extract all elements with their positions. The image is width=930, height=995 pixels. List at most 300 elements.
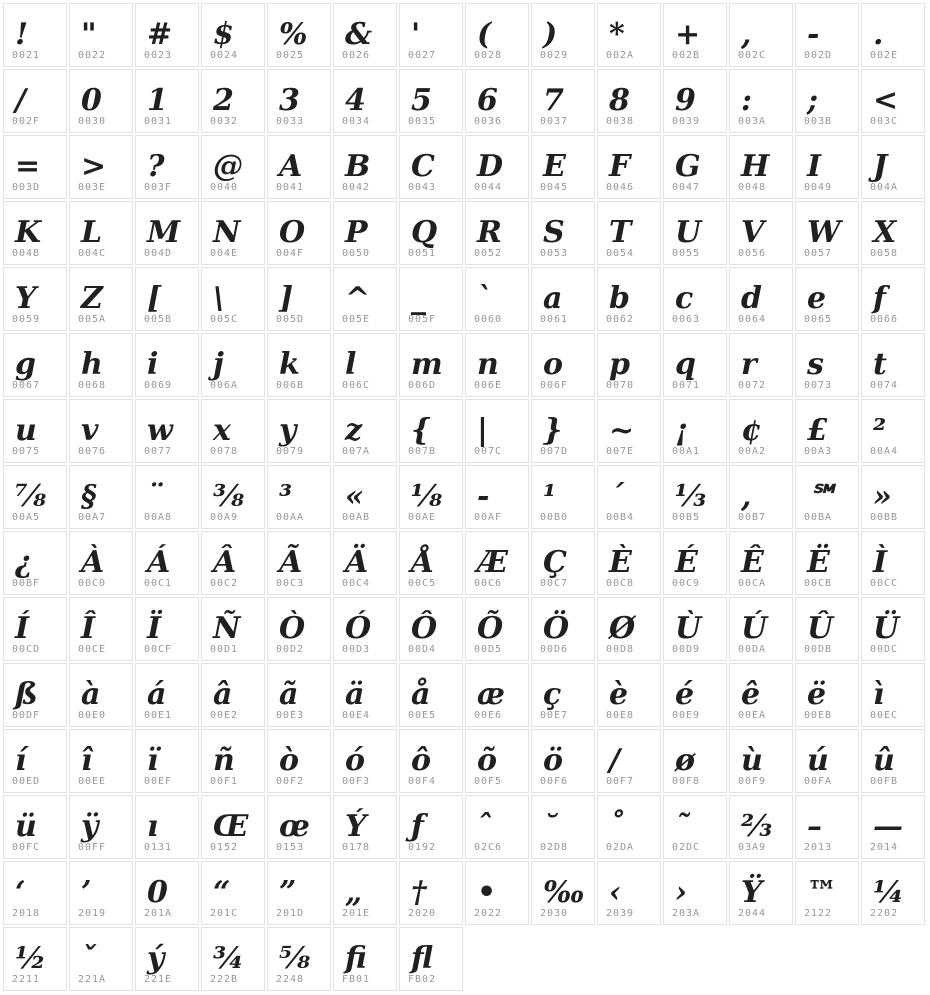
glyph-cell-0059 xyxy=(3,267,67,331)
glyph-cell-0065 xyxy=(795,267,859,331)
glyph: V xyxy=(741,215,764,250)
codepoint-label: 0072 xyxy=(738,380,767,391)
codepoint-label: 004B xyxy=(12,248,41,259)
glyph: ⅜ xyxy=(213,479,244,514)
glyph: 2 xyxy=(213,83,233,118)
glyph: ⅞ xyxy=(15,479,46,514)
codepoint-label: 006F xyxy=(540,380,569,391)
glyph: ? xyxy=(147,149,164,184)
glyph-cell-0042 xyxy=(333,135,397,199)
glyph: : xyxy=(741,83,752,118)
glyph-cell-00E8 xyxy=(597,663,661,727)
codepoint-label: 0192 xyxy=(408,842,437,853)
glyph: \ xyxy=(213,281,223,316)
codepoint-label: 0032 xyxy=(210,116,239,127)
codepoint-label: 0056 xyxy=(738,248,767,259)
codepoint-label: 00CF xyxy=(144,644,173,655)
glyph-cell-007E xyxy=(597,399,661,463)
codepoint-label: 2030 xyxy=(540,908,569,919)
glyph-cell-00C4 xyxy=(333,531,397,595)
glyph-cell-0045 xyxy=(531,135,595,199)
codepoint-label: 00C1 xyxy=(144,578,173,589)
codepoint-label: 0021 xyxy=(12,50,41,61)
glyph-cell-0067 xyxy=(3,333,67,397)
glyph: Ó xyxy=(345,611,371,646)
glyph-cell-2030 xyxy=(531,861,595,925)
glyph: É xyxy=(675,545,697,580)
glyph-cell-00AA xyxy=(267,465,331,529)
codepoint-label: 00E0 xyxy=(78,710,107,721)
glyph: õ xyxy=(477,743,497,778)
glyph: Õ xyxy=(477,611,503,646)
glyph-cell-0153 xyxy=(267,795,331,859)
codepoint-label: 0046 xyxy=(606,182,635,193)
glyph-cell-0064 xyxy=(729,267,793,331)
glyph-cell-004A xyxy=(861,135,925,199)
glyph-cell-02DA xyxy=(597,795,661,859)
glyph: ú xyxy=(807,743,828,778)
glyph-cell-0048 xyxy=(729,135,793,199)
glyph-cell-0029 xyxy=(531,3,595,67)
codepoint-label: 002B xyxy=(672,50,701,61)
glyph-cell-03A9 xyxy=(729,795,793,859)
glyph-cell-0026 xyxy=(333,3,397,67)
codepoint-label: 0073 xyxy=(804,380,833,391)
codepoint-label: 006D xyxy=(408,380,437,391)
glyph-cell-00EC xyxy=(861,663,925,727)
codepoint-label: 00FA xyxy=(804,776,833,787)
codepoint-label: 0028 xyxy=(474,50,503,61)
glyph-cell-0070 xyxy=(597,333,661,397)
codepoint-label: 221A xyxy=(78,974,107,985)
glyph-cell-005F xyxy=(399,267,463,331)
glyph: ¾ xyxy=(213,941,244,976)
codepoint-label: 007E xyxy=(606,446,635,457)
codepoint-label: 00A2 xyxy=(738,446,767,457)
glyph-cell-0073 xyxy=(795,333,859,397)
codepoint-label: 0071 xyxy=(672,380,701,391)
glyph: Ï xyxy=(147,611,161,646)
glyph-cell-00DC xyxy=(861,597,925,661)
glyph-cell-0041 xyxy=(267,135,331,199)
glyph: & xyxy=(345,17,372,52)
glyph-cell-0057 xyxy=(795,201,859,265)
glyph: # xyxy=(147,17,172,52)
glyph-cell-00DB xyxy=(795,597,859,661)
glyph-cell-00A8 xyxy=(135,465,199,529)
codepoint-label: 00EE xyxy=(78,776,107,787)
codepoint-label: 00E4 xyxy=(342,710,371,721)
codepoint-label: 2020 xyxy=(408,908,437,919)
glyph: ù xyxy=(741,743,762,778)
glyph-cell-005E xyxy=(333,267,397,331)
glyph-cell-0036 xyxy=(465,69,529,133)
glyph: 1 xyxy=(147,83,167,118)
glyph-cell-201D xyxy=(267,861,331,925)
glyph-cell-00A4 xyxy=(861,399,925,463)
glyph-cell-00B4 xyxy=(597,465,661,529)
codepoint-label: 00D5 xyxy=(474,644,503,655)
codepoint-label: 00E9 xyxy=(672,710,701,721)
codepoint-label: 0077 xyxy=(144,446,173,457)
glyph-cell-00C3 xyxy=(267,531,331,595)
glyph-cell-0047 xyxy=(663,135,727,199)
codepoint-label: 221E xyxy=(144,974,173,985)
glyph-cell-0046 xyxy=(597,135,661,199)
codepoint-label: 0045 xyxy=(540,182,569,193)
codepoint-label: 2202 xyxy=(870,908,899,919)
glyph: J xyxy=(873,149,887,184)
glyph: ˜ xyxy=(675,809,689,844)
glyph-cell-0040 xyxy=(201,135,265,199)
codepoint-label: FB01 xyxy=(342,974,371,985)
glyph: Y xyxy=(15,281,36,316)
glyph: ” xyxy=(279,875,296,910)
glyph: U xyxy=(675,215,701,250)
glyph: h xyxy=(81,347,102,382)
glyph: t xyxy=(873,347,886,382)
glyph: £ xyxy=(807,413,827,448)
glyph: M xyxy=(147,215,180,250)
glyph-cell-00EE xyxy=(69,729,133,793)
codepoint-label: 00CA xyxy=(738,578,767,589)
codepoint-label: 00C9 xyxy=(672,578,701,589)
codepoint-label: 007D xyxy=(540,446,569,457)
codepoint-label: 00D4 xyxy=(408,644,437,655)
glyph: D xyxy=(477,149,503,184)
glyph: 6 xyxy=(477,83,497,118)
glyph: . xyxy=(873,17,883,52)
codepoint-label: 00B4 xyxy=(606,512,635,523)
glyph-cell-201E xyxy=(333,861,397,925)
codepoint-label: 00BB xyxy=(870,512,899,523)
codepoint-label: 2122 xyxy=(804,908,833,919)
codepoint-label: 003F xyxy=(144,182,173,193)
codepoint-label: 00CE xyxy=(78,644,107,655)
glyph: Ÿ xyxy=(741,875,762,910)
codepoint-label: 0074 xyxy=(870,380,899,391)
codepoint-label: 0042 xyxy=(342,182,371,193)
glyph-cell-00D9 xyxy=(663,597,727,661)
glyph-cell-00E6 xyxy=(465,663,529,727)
glyph-cell-002D xyxy=(795,3,859,67)
codepoint-label: 00B0 xyxy=(540,512,569,523)
glyph-cell-00CF xyxy=(135,597,199,661)
codepoint-label: 00F8 xyxy=(672,776,701,787)
codepoint-label: 0036 xyxy=(474,116,503,127)
glyph-cell-002E xyxy=(861,3,925,67)
glyph-cell-00F3 xyxy=(333,729,397,793)
glyph: ˆ xyxy=(477,809,491,844)
glyph: Ù xyxy=(675,611,701,646)
glyph: $ xyxy=(213,17,233,52)
glyph: ¼ xyxy=(873,875,904,910)
codepoint-label: 00EB xyxy=(804,710,833,721)
glyph-cell-0039 xyxy=(663,69,727,133)
glyph: A xyxy=(279,149,302,184)
codepoint-label: 00CD xyxy=(12,644,41,655)
glyph-cell-00F8 xyxy=(663,729,727,793)
codepoint-label: 02D8 xyxy=(540,842,569,853)
glyph-cell-0074 xyxy=(861,333,925,397)
codepoint-label: 00ED xyxy=(12,776,41,787)
codepoint-label: 0063 xyxy=(672,314,701,325)
glyph: Ã xyxy=(279,545,302,580)
glyph-cell-201A xyxy=(135,861,199,925)
codepoint-label: 00DB xyxy=(804,644,833,655)
glyph-cell-00F1 xyxy=(201,729,265,793)
glyph-cell-0069 xyxy=(135,333,199,397)
glyph: ý xyxy=(147,941,164,976)
glyph-cell-002B xyxy=(663,3,727,67)
glyph-cell-00A7 xyxy=(69,465,133,529)
glyph-cell-00DA xyxy=(729,597,793,661)
glyph: È xyxy=(609,545,631,580)
glyph: Æ xyxy=(477,545,508,580)
glyph: S xyxy=(543,215,564,250)
glyph: ' xyxy=(411,17,420,52)
glyph-cell-003F xyxy=(135,135,199,199)
glyph-cell-0028 xyxy=(465,3,529,67)
codepoint-label: 0041 xyxy=(276,182,305,193)
glyph: ë xyxy=(807,677,826,712)
codepoint-label: 00D8 xyxy=(606,644,635,655)
glyph-cell-006A xyxy=(201,333,265,397)
glyph: s xyxy=(807,347,823,382)
glyph-cell-002F xyxy=(3,69,67,133)
glyph-cell-221E xyxy=(135,927,199,991)
glyph-cell-002C xyxy=(729,3,793,67)
codepoint-label: 00E2 xyxy=(210,710,239,721)
glyph: c xyxy=(675,281,693,316)
glyph-cell-222B xyxy=(201,927,265,991)
codepoint-label: 0152 xyxy=(210,842,239,853)
glyph-cell-00E9 xyxy=(663,663,727,727)
codepoint-label: 0079 xyxy=(276,446,305,457)
codepoint-label: 00AE xyxy=(408,512,437,523)
glyph: ( xyxy=(477,17,491,52)
codepoint-label: 002A xyxy=(606,50,635,61)
glyph: w xyxy=(147,413,172,448)
glyph: „ xyxy=(345,875,362,910)
glyph: ¨ xyxy=(147,479,161,514)
glyph-cell-0060 xyxy=(465,267,529,331)
glyph: ½ xyxy=(15,941,46,976)
glyph-cell-006C xyxy=(333,333,397,397)
glyph: ˇ xyxy=(81,941,95,976)
glyph: Ç xyxy=(543,545,566,580)
glyph: B xyxy=(345,149,370,184)
glyph: í xyxy=(15,743,26,778)
codepoint-label: 00A4 xyxy=(870,446,899,457)
glyph-cell-02C6 xyxy=(465,795,529,859)
codepoint-label: 00A1 xyxy=(672,446,701,457)
glyph: ñ xyxy=(213,743,234,778)
glyph: Ú xyxy=(741,611,767,646)
glyph: + xyxy=(675,17,700,52)
glyph-cell-006B xyxy=(267,333,331,397)
codepoint-label: 00E6 xyxy=(474,710,503,721)
glyph-cell-201C xyxy=(201,861,265,925)
codepoint-label: 0068 xyxy=(78,380,107,391)
codepoint-label: 004E xyxy=(210,248,239,259)
glyph: Û xyxy=(807,611,833,646)
codepoint-label: 0153 xyxy=(276,842,305,853)
glyph-cell-003D xyxy=(3,135,67,199)
codepoint-label: 0178 xyxy=(342,842,371,853)
glyph-cell-0043 xyxy=(399,135,463,199)
codepoint-label: 00DF xyxy=(12,710,41,721)
codepoint-label: 006E xyxy=(474,380,503,391)
glyph-cell-FB01 xyxy=(333,927,397,991)
glyph-cell-00BA xyxy=(795,465,859,529)
codepoint-label: 00A5 xyxy=(12,512,41,523)
codepoint-label: 00EA xyxy=(738,710,767,721)
codepoint-label: 003A xyxy=(738,116,767,127)
glyph: Â xyxy=(213,545,236,580)
glyph-cell-00F7 xyxy=(597,729,661,793)
codepoint-label: 0050 xyxy=(342,248,371,259)
glyph-cell-00F4 xyxy=(399,729,463,793)
glyph: j xyxy=(213,347,223,382)
glyph-cell-00A1 xyxy=(663,399,727,463)
codepoint-label: 0076 xyxy=(78,446,107,457)
codepoint-label: 0078 xyxy=(210,446,239,457)
codepoint-label: 0049 xyxy=(804,182,833,193)
glyph-cell-0131 xyxy=(135,795,199,859)
glyph: ã xyxy=(279,677,298,712)
glyph-cell-0068 xyxy=(69,333,133,397)
glyph: | xyxy=(477,413,487,448)
codepoint-label: 02DC xyxy=(672,842,701,853)
glyph-cell-00AF xyxy=(465,465,529,529)
glyph-cell-003B xyxy=(795,69,859,133)
codepoint-label: 0035 xyxy=(408,116,437,127)
glyph: ﬂ xyxy=(411,941,432,976)
glyph-cell-0033 xyxy=(267,69,331,133)
codepoint-label: 0066 xyxy=(870,314,899,325)
glyph: - xyxy=(807,17,819,52)
glyph: = xyxy=(15,149,40,184)
glyph: Ö xyxy=(543,611,569,646)
glyph: Í xyxy=(15,611,29,646)
glyph-cell-004C xyxy=(69,201,133,265)
glyph: K xyxy=(15,215,41,250)
codepoint-label: 0070 xyxy=(606,380,635,391)
glyph-cell-02DC xyxy=(663,795,727,859)
glyph-cell-0025 xyxy=(267,3,331,67)
glyph: g xyxy=(15,347,35,382)
glyph-cell-00C7 xyxy=(531,531,595,595)
codepoint-label: 0040 xyxy=(210,182,239,193)
codepoint-label: 02C6 xyxy=(474,842,503,853)
codepoint-label: 00E3 xyxy=(276,710,305,721)
glyph-cell-00BF xyxy=(3,531,67,595)
glyph: å xyxy=(411,677,430,712)
glyph-cell-FB02 xyxy=(399,927,463,991)
glyph-cell-00D3 xyxy=(333,597,397,661)
glyph: ˚ xyxy=(609,809,623,844)
glyph-cell-00B7 xyxy=(729,465,793,529)
glyph: O xyxy=(279,215,305,250)
glyph-cell-00A5 xyxy=(3,465,67,529)
glyph: N xyxy=(213,215,240,250)
glyph-cell-0058 xyxy=(861,201,925,265)
glyph-cell-00D2 xyxy=(267,597,331,661)
glyph-cell-0077 xyxy=(135,399,199,463)
glyph: Å xyxy=(411,545,434,580)
glyph: n xyxy=(477,347,498,382)
glyph-cell-00AE xyxy=(399,465,463,529)
glyph: " xyxy=(81,17,96,52)
codepoint-label: 0039 xyxy=(672,116,701,127)
glyph: G xyxy=(675,149,700,184)
glyph-cell-0021 xyxy=(3,3,67,67)
codepoint-label: 0054 xyxy=(606,248,635,259)
glyph: ] xyxy=(279,281,293,316)
glyph-cell-0072 xyxy=(729,333,793,397)
glyph-cell-00CE xyxy=(69,597,133,661)
codepoint-label: 003B xyxy=(804,116,833,127)
glyph: é xyxy=(675,677,694,712)
codepoint-label: 0061 xyxy=(540,314,569,325)
codepoint-label: 00FF xyxy=(78,842,107,853)
glyph: F xyxy=(609,149,630,184)
codepoint-label: 0030 xyxy=(78,116,107,127)
codepoint-label: 00E7 xyxy=(540,710,569,721)
glyph: - xyxy=(477,479,489,514)
glyph: f xyxy=(873,281,885,316)
glyph-cell-005A xyxy=(69,267,133,331)
glyph-cell-0079 xyxy=(267,399,331,463)
codepoint-label: 0031 xyxy=(144,116,173,127)
glyph-cell-0054 xyxy=(597,201,661,265)
codepoint-label: 0057 xyxy=(804,248,833,259)
codepoint-label: 2013 xyxy=(804,842,833,853)
glyph-cell-2211 xyxy=(3,927,67,991)
codepoint-label: 0038 xyxy=(606,116,635,127)
glyph: ⅓ xyxy=(675,479,706,514)
glyph: x xyxy=(213,413,230,448)
glyph: ² xyxy=(873,413,886,448)
glyph-cell-00E7 xyxy=(531,663,595,727)
codepoint-label: 0060 xyxy=(474,314,503,325)
glyph-cell-0076 xyxy=(69,399,133,463)
glyph-cell-0031 xyxy=(135,69,199,133)
codepoint-label: 00D6 xyxy=(540,644,569,655)
glyph-cell-00EA xyxy=(729,663,793,727)
glyph: 3 xyxy=(279,83,299,118)
codepoint-label: 00A7 xyxy=(78,512,107,523)
glyph-cell-2039 xyxy=(597,861,661,925)
codepoint-label: 00E8 xyxy=(606,710,635,721)
glyph: œ xyxy=(279,809,309,844)
glyph: 5 xyxy=(411,83,431,118)
glyph-cell-00C9 xyxy=(663,531,727,595)
glyph-cell-2022 xyxy=(465,861,529,925)
codepoint-label: 2211 xyxy=(12,974,41,985)
glyph-cell-00B0 xyxy=(531,465,595,529)
glyph: X xyxy=(873,215,896,250)
glyph: Á xyxy=(147,545,170,580)
glyph-cell-2014 xyxy=(861,795,925,859)
glyph-cell-0024 xyxy=(201,3,265,67)
codepoint-label: 005C xyxy=(210,314,239,325)
glyph: 7 xyxy=(543,83,563,118)
codepoint-label: 00B5 xyxy=(672,512,701,523)
glyph: ﬁ xyxy=(345,941,366,976)
codepoint-label: 003E xyxy=(78,182,107,193)
